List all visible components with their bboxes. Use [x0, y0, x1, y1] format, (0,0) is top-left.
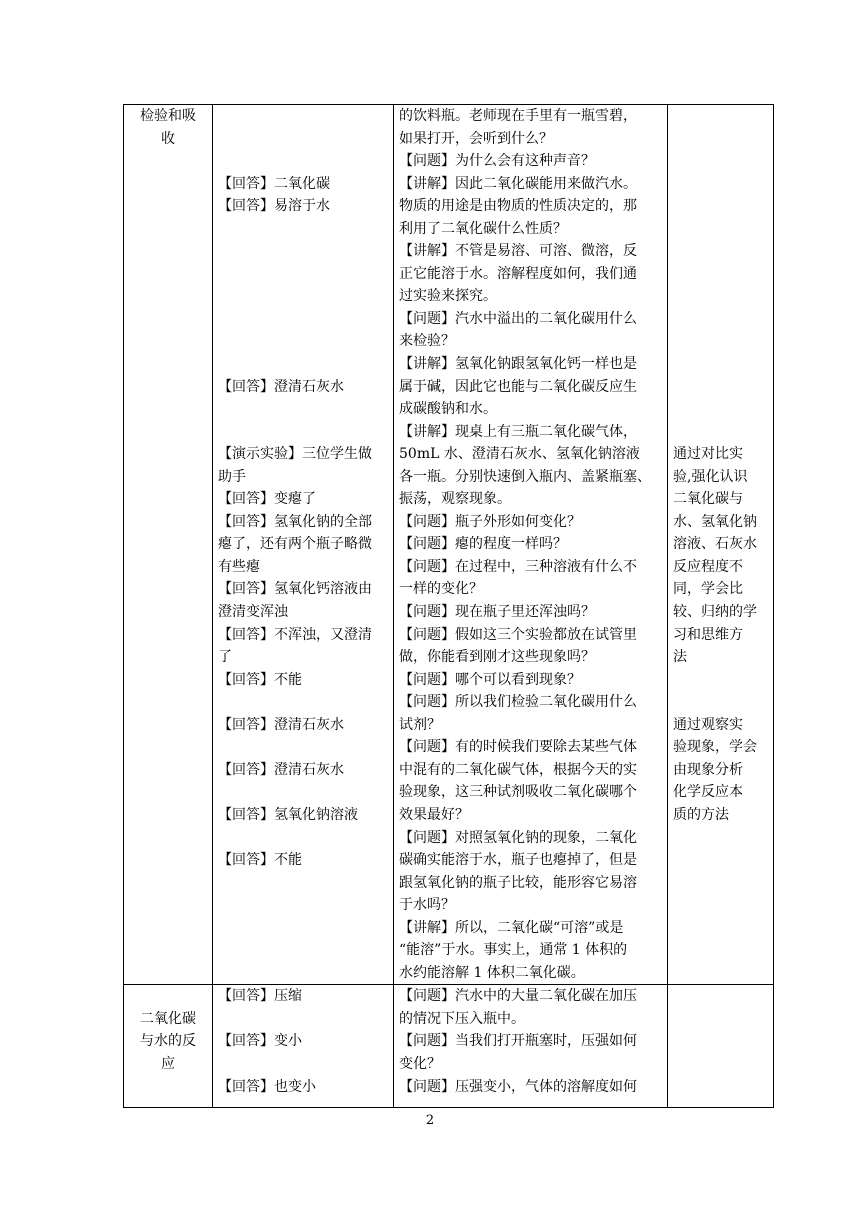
- page-number: 2: [425, 1113, 435, 1128]
- text-line: 【回答】澄清石灰水: [218, 761, 344, 778]
- text-line: 【回答】氢氧化钠的全部: [218, 513, 372, 530]
- text-line: [218, 781, 388, 804]
- text-line: 通过观察实: [673, 716, 743, 733]
- text-line: [673, 330, 768, 353]
- text-line: 于水吗？: [399, 897, 455, 914]
- text-line: [218, 421, 388, 444]
- text-line: 【回答】澄清石灰水: [218, 378, 344, 395]
- text-line: 【回答】氢氧化钠溶液: [218, 806, 358, 823]
- text-line: 过实验来探究。: [399, 288, 497, 305]
- text-line: 【问题】瓶子外形如何变化？: [399, 513, 581, 530]
- text-line: 检验和吸: [140, 108, 196, 124]
- text-line: 各一瓶。分别快速倒入瓶内、盖紧瓶塞、: [399, 468, 651, 485]
- teacher-activity-text: [394, 985, 667, 1098]
- text-line: 与水的反: [140, 1033, 196, 1050]
- text-line: 二氧化碳与: [673, 491, 743, 508]
- text-line: 【回答】变小: [218, 1033, 302, 1050]
- text-line: 【问题】哪个可以看到现象？: [399, 671, 581, 688]
- text-line: 利用了二氧化碳什么性质？: [399, 220, 567, 237]
- text-line: 【问题】所以我们检验二氧化碳用什么: [399, 694, 637, 711]
- text-line: [673, 173, 768, 196]
- text-line: 来检验？: [399, 333, 455, 350]
- text-line: 【回答】不浑浊，又澄清: [218, 626, 372, 643]
- text-line: 的饮料瓶。老师现在手里有一瓶雪碧，: [399, 108, 637, 124]
- text-line: 了: [218, 649, 232, 666]
- text-line: 【回答】变瘪了: [218, 491, 316, 508]
- teacher-activity-cell: [394, 985, 668, 1108]
- text-line: 质的方法: [673, 806, 729, 823]
- text-line: [673, 691, 768, 714]
- text-line: [673, 128, 768, 151]
- text-line: [673, 105, 768, 128]
- design-intent-text: [668, 105, 773, 827]
- text-line: [218, 285, 388, 308]
- text-line: 中混有的二氧化碳气体，根据今天的实: [399, 761, 637, 778]
- text-line: 水约能溶解 1 体积二氧化碳。: [399, 964, 585, 981]
- text-line: 【问题】假如这三个实验都放在试管里: [399, 626, 637, 643]
- text-line: [673, 376, 768, 399]
- text-line: 跟氢氧化钠的瓶子比较，能形容它易溶: [399, 874, 637, 891]
- text-line: [673, 218, 768, 241]
- text-line: [218, 353, 388, 376]
- text-line: 如果打开，会听到什么？: [399, 130, 553, 147]
- text-line: 反应程度不: [673, 558, 743, 575]
- text-line: 【讲解】不管是易溶、可溶、微溶，反: [399, 243, 637, 260]
- text-line: 正它能溶于水。溶解程度如何，我们通: [399, 265, 637, 282]
- design-intent-cell: [668, 985, 774, 1108]
- text-line: 【演示实验】三位学生做: [218, 446, 372, 463]
- text-line: 【讲解】所以，二氧化碳“可溶”或是: [399, 919, 624, 936]
- text-line: 验,强化认识: [673, 468, 748, 485]
- text-line: 【回答】不能: [218, 671, 302, 688]
- table-row: [124, 105, 774, 985]
- text-line: 【问题】现在瓶子里还浑浊吗？: [399, 604, 595, 621]
- student-activity-cell: [213, 105, 394, 985]
- text-line: [218, 308, 388, 331]
- text-line: 【问题】有的时候我们要除去某些气体: [399, 739, 637, 756]
- text-line: 【回答】也变小: [218, 1078, 316, 1095]
- topic-text: [124, 985, 212, 1075]
- text-line: 法: [673, 649, 687, 666]
- text-line: 【回答】澄清石灰水: [218, 716, 344, 733]
- student-activity-text: [213, 985, 393, 1098]
- text-line: [218, 330, 388, 353]
- student-activity-cell: [213, 985, 394, 1108]
- text-line: 【问题】瘪的程度一样吗？: [399, 536, 567, 553]
- text-line: 【回答】氢氧化钙溶液由: [218, 581, 372, 598]
- text-line: 效果最好？: [399, 806, 469, 823]
- text-line: 【问题】汽水中的大量二氧化碳在加压: [399, 988, 637, 1005]
- text-line: 【回答】二氧化碳: [218, 175, 330, 192]
- text-line: [673, 398, 768, 421]
- text-line: [218, 691, 388, 714]
- topic-cell: [124, 105, 213, 985]
- text-line: 验现象，这三种试剂吸收二氧化碳哪个: [399, 784, 637, 801]
- topic-text: [124, 105, 212, 150]
- text-line: 通过对比实: [673, 446, 743, 463]
- text-line: 溶液、石灰水: [673, 536, 757, 553]
- text-line: 同，学会比: [673, 581, 743, 598]
- text-line: 【回答】不能: [218, 852, 302, 869]
- text-line: 振荡，观察现象。: [399, 491, 511, 508]
- text-line: [129, 985, 207, 1008]
- text-line: 【问题】压强变小，气体的溶解度如何: [399, 1078, 637, 1095]
- text-line: [673, 421, 768, 444]
- text-line: 有些瘪: [218, 558, 260, 575]
- text-line: 水、氢氧化钠: [673, 513, 757, 530]
- text-line: 习和思维方: [673, 626, 743, 643]
- text-line: 的情况下压入瓶中。: [399, 1010, 525, 1027]
- topic-cell: [124, 985, 213, 1108]
- text-line: 【问题】对照氢氧化钠的现象，二氧化: [399, 829, 637, 846]
- text-line: [218, 218, 388, 241]
- text-line: [218, 1053, 388, 1076]
- text-line: 应: [161, 1055, 175, 1072]
- text-line: 瘪了，还有两个瓶子略微: [218, 536, 372, 553]
- text-line: 物质的用途是由物质的性质决定的，那: [399, 198, 637, 215]
- teacher-activity-cell: [394, 105, 668, 985]
- text-line: [673, 308, 768, 331]
- text-line: 属于碱，因此它也能与二氧化碳反应生: [399, 378, 637, 395]
- text-line: [218, 150, 388, 173]
- text-line: [218, 240, 388, 263]
- text-line: 50mL 水、澄清石灰水、氢氧化钠溶液: [399, 446, 640, 463]
- table-row: [124, 985, 774, 1108]
- text-line: [673, 285, 768, 308]
- text-line: 较、归纳的学: [673, 604, 757, 621]
- text-line: [218, 827, 388, 850]
- lesson-plan-table: [123, 104, 774, 1108]
- text-line: 【问题】为什么会有这种声音？: [399, 153, 595, 170]
- text-line: 【讲解】因此二氧化碳能用来做汽水。: [399, 175, 637, 192]
- text-line: 化学反应本: [673, 784, 743, 801]
- text-line: [218, 105, 388, 128]
- text-line: 助手: [218, 468, 246, 485]
- text-line: “能溶”于水。事实上，通常 1 体积的: [399, 942, 628, 959]
- text-line: 【讲解】氢氧化钠跟氢氧化钙一样也是: [399, 356, 637, 373]
- text-line: [673, 263, 768, 286]
- student-activity-text: [213, 105, 393, 872]
- text-line: 【问题】在过程中，三种溶液有什么不: [399, 558, 637, 575]
- text-line: [218, 263, 388, 286]
- text-line: 【回答】易溶于水: [218, 198, 330, 215]
- text-line: 试剂？: [399, 716, 441, 733]
- text-line: [218, 128, 388, 151]
- text-line: 【回答】压缩: [218, 988, 302, 1005]
- text-line: 一样的变化？: [399, 581, 483, 598]
- text-line: [673, 353, 768, 376]
- text-line: [218, 736, 388, 759]
- text-line: 由现象分析: [673, 761, 743, 778]
- teacher-activity-text: [394, 105, 667, 984]
- text-line: 成碳酸钠和水。: [399, 401, 497, 418]
- text-line: 验现象，学会: [673, 739, 757, 756]
- text-line: 做，你能看到刚才这些现象吗？: [399, 649, 595, 666]
- text-line: 二氧化碳: [140, 1010, 196, 1027]
- text-line: 【问题】当我们打开瓶塞时，压强如何: [399, 1033, 637, 1050]
- text-line: 变化？: [399, 1055, 441, 1072]
- text-line: [673, 150, 768, 173]
- text-line: 收: [161, 130, 175, 147]
- text-line: [673, 669, 768, 692]
- text-line: [218, 1008, 388, 1031]
- text-line: 澄清变浑浊: [218, 604, 288, 621]
- design-intent-cell: [668, 105, 774, 985]
- text-line: 【讲解】现桌上有三瓶二氧化碳气体，: [399, 423, 637, 440]
- text-line: [218, 398, 388, 421]
- text-line: 【问题】汽水中溢出的二氧化碳用什么: [399, 310, 637, 327]
- text-line: 碳确实能溶于水，瓶子也瘪掉了，但是: [399, 852, 637, 869]
- text-line: [673, 195, 768, 218]
- text-line: [673, 240, 768, 263]
